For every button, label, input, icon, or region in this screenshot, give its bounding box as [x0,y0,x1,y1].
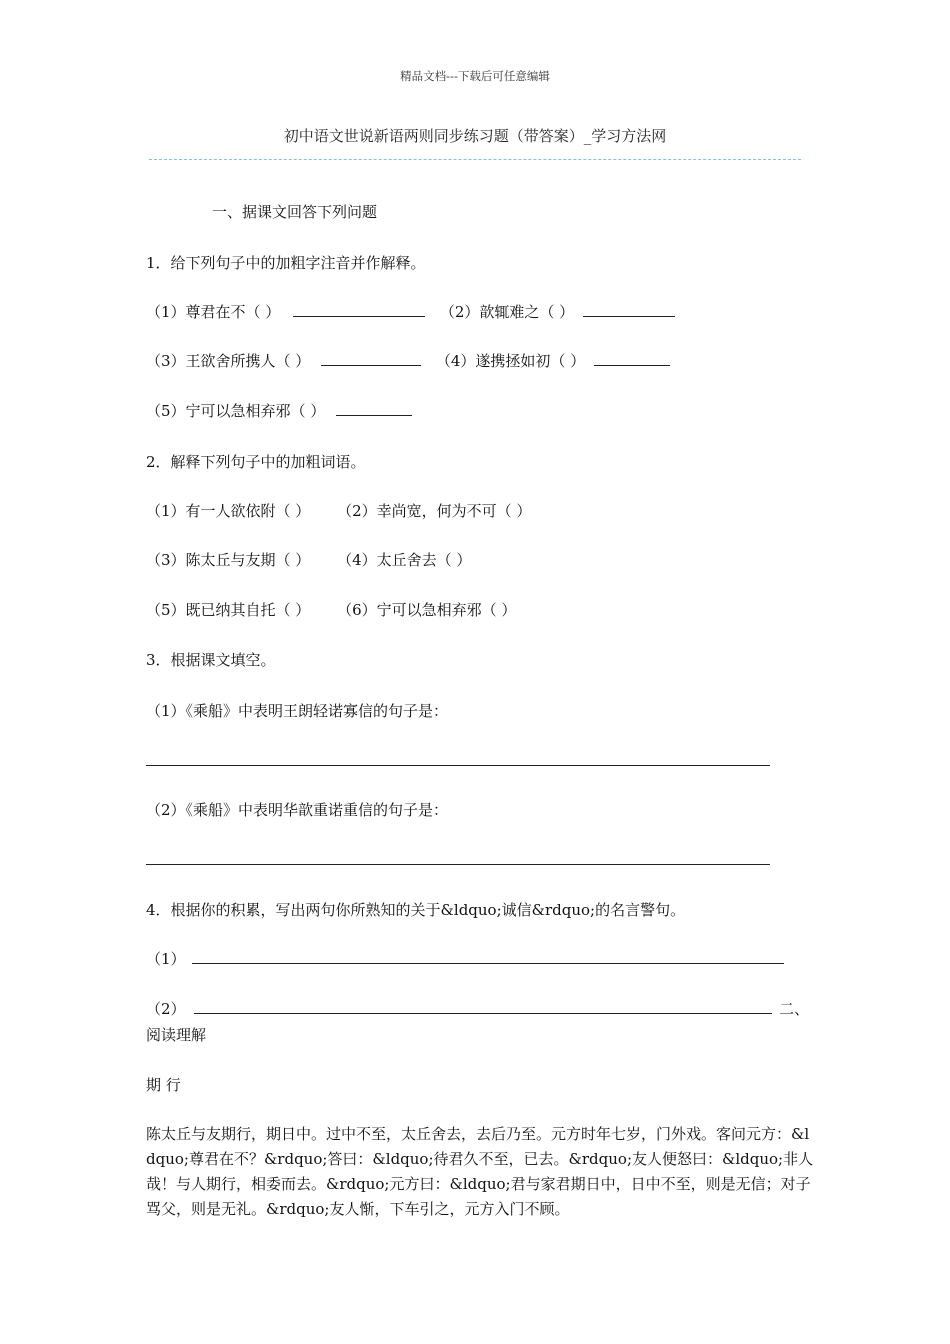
question-1-item-1: （1）尊君在不（ ） [146,303,281,321]
question-1-row-1 [146,301,675,323]
question-1-stem: 1．给下列句子中的加粗字注音并作解释。 [146,254,426,272]
answer-blank[interactable] [192,948,784,964]
document-title: 初中语文世说新语两则同步练习题（带答案）_学习方法网 [283,127,667,145]
question-2-item-5: （5）既已纳其自托（ ） [146,601,311,619]
question-2-row-3 [146,599,516,621]
answer-blank[interactable] [321,350,421,366]
section-heading-2-prefix: 二、 [779,1000,810,1018]
question-1-row-3 [146,400,412,422]
question-1-item-3: （3）王欲舍所携人（ ） [146,352,311,370]
question-1-item-5: （5）宁可以急相弃邪（ ） [146,402,326,420]
answer-blank[interactable] [594,350,670,366]
question-2-row-1 [146,500,531,522]
question-4-row-1 [146,948,784,970]
question-2-row-2 [146,549,471,571]
answer-blank[interactable] [293,301,425,317]
question-2-item-3: （3）陈太丘与友期（ ） [146,551,311,569]
answer-line[interactable] [146,765,770,766]
section-heading-2: 阅读理解 [146,1026,207,1044]
answer-blank[interactable] [194,998,772,1014]
page-header: 精品文档---下载后可任意编辑 [400,69,550,83]
question-1-item-2: （2）歆辄难之（ ） [439,303,575,321]
question-3-item-2: （2）《乘船》中表明华歆重诺重信的句子是： [146,801,449,819]
question-3-stem: 3．根据课文填空。 [146,651,276,669]
question-4-stem: 4．根据你的积累，写出两句你所熟知的关于&ldquo;诚信&rdquo;的名言警句。 [146,901,686,919]
question-2-item-4: （4）太丘舍去（ ） [337,551,472,569]
answer-blank[interactable] [336,400,412,416]
title-divider [149,159,801,160]
question-2-item-1: （1）有一人欲依附（ ） [146,502,311,520]
question-2-stem: 2．解释下列句子中的加粗词语。 [146,453,366,471]
question-2-item-6: （6）宁可以急相弃邪（ ） [337,601,517,619]
answer-blank[interactable] [583,301,675,317]
question-1-row-2 [146,350,670,372]
question-4-item-1: （1） [146,950,186,968]
passage-title: 期 行 [146,1076,181,1094]
question-4-item-2: （2） [146,1000,186,1018]
question-1-item-4: （4）遂携拯如初（ ） [435,352,586,370]
question-4-row-2 [146,998,809,1020]
answer-line[interactable] [146,864,770,865]
section-heading-1: 一、据课文回答下列问题 [212,203,378,221]
question-2-item-2: （2）幸尚宽，何为不可（ ） [337,502,532,520]
question-3-item-1: （1）《乘船》中表明王朗轻诺寡信的句子是： [146,702,449,720]
passage-text: 陈太丘与友期行，期日中。过中不至，太丘舍去，去后乃至。元方时年七岁，门外戏。客问元方：&ldquo;尊君在不？&rdquo;答曰：&ldquo;待君久不至，已去。&rdquo;友人便怒曰：&ldquo;非人哉！与人期行，相委而去。&rdquo;元方曰：&ldquo;君与家君期日中，日中不至，则是无信；对子骂父，则是无礼。&rdquo;友人惭，下车引之，元方入门不顾。 [146,1125,814,1218]
